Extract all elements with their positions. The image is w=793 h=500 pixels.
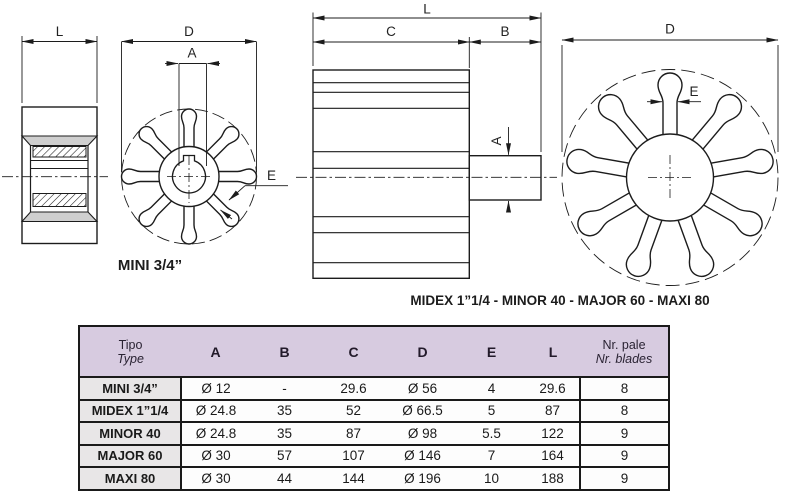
row-name: MAXI 80 — [79, 467, 181, 490]
cell-b: 44 — [250, 467, 319, 490]
dim-label-a-mini: A — [187, 45, 197, 61]
cell-d: Ø 66.5 — [388, 400, 457, 423]
cell-l: 188 — [526, 467, 580, 490]
cell-e: 4 — [457, 377, 526, 400]
large-side-view-drawing — [296, 70, 557, 278]
table-row-major — [79, 445, 669, 468]
cell-a: Ø 30 — [181, 467, 250, 490]
cell-a: Ø 12 — [181, 377, 250, 400]
dim-label-a-shaft: A — [489, 136, 504, 146]
dim-label-c-large: C — [386, 24, 396, 39]
cell-b: 35 — [250, 422, 319, 445]
cell-a: Ø 24.8 — [181, 400, 250, 423]
row-name: MAJOR 60 — [79, 445, 181, 468]
cell-d: Ø 146 — [388, 445, 457, 468]
dim-label-e-mini: E — [266, 168, 277, 183]
cell-e: 5.5 — [457, 422, 526, 445]
table-row-mini — [79, 377, 669, 400]
dim-label-d-large: D — [665, 21, 675, 37]
rubber-section-bottom — [22, 212, 97, 222]
cell-a: Ø 24.8 — [181, 422, 250, 445]
header-col-a: A — [181, 326, 250, 377]
dim-label-d-mini: D — [184, 24, 194, 39]
cell-b: 35 — [250, 400, 319, 423]
dim-label-e-large: E — [689, 84, 699, 99]
cell-d: Ø 196 — [388, 467, 457, 490]
table-row-midex — [79, 400, 669, 423]
row-name: MINOR 40 — [79, 422, 181, 445]
cell-c: 29.6 — [319, 377, 388, 400]
header-col-b: B — [250, 326, 319, 377]
cell-blades: 9 — [580, 422, 669, 445]
dim-label-l-mini: L — [55, 24, 64, 39]
header-nr-pale-it: Nr. pale — [602, 337, 646, 352]
mini-front-view-drawing — [122, 109, 257, 244]
header-col-l: L — [526, 326, 580, 377]
shaft-hub-extension — [469, 156, 541, 200]
cell-b: - — [250, 377, 319, 400]
cell-c: 107 — [319, 445, 388, 468]
large-models-label: MIDEX 1”1/4 - MINOR 40 - MAJOR 60 - MAXI 80 — [410, 293, 710, 308]
cell-blades: 8 — [580, 377, 669, 400]
header-nr-blades-en: Nr. blades — [595, 351, 653, 366]
cell-c: 52 — [319, 400, 388, 423]
cell-l: 122 — [526, 422, 580, 445]
hatched-insert-bottom — [33, 194, 86, 207]
dim-label-b-large: B — [500, 24, 510, 39]
header-tipo: Tipo — [118, 337, 143, 352]
spec-table — [78, 325, 670, 491]
table-header-row — [79, 326, 669, 377]
header-tipo-type — [79, 326, 181, 377]
table-row-minor — [79, 422, 669, 445]
cell-e: 5 — [457, 400, 526, 423]
header-col-e: E — [457, 326, 526, 377]
cell-blades: 9 — [580, 467, 669, 490]
row-name: MINI 3/4” — [79, 377, 181, 400]
cell-l: 29.6 — [526, 377, 580, 400]
header-type: Type — [117, 351, 144, 366]
cell-a: Ø 30 — [181, 445, 250, 468]
cell-c: 87 — [319, 422, 388, 445]
cell-e: 10 — [457, 467, 526, 490]
large-front-view-drawing — [562, 70, 778, 286]
row-name: MIDEX 1”1/4 — [79, 400, 181, 423]
cell-l: 164 — [526, 445, 580, 468]
hatched-insert-top — [33, 147, 86, 158]
cell-e: 7 — [457, 445, 526, 468]
dim-label-l-large: L — [423, 1, 431, 17]
header-col-c: C — [319, 326, 388, 377]
cell-blades: 9 — [580, 445, 669, 468]
cell-l: 87 — [526, 400, 580, 423]
cell-b: 57 — [250, 445, 319, 468]
cell-blades: 8 — [580, 400, 669, 423]
cell-d: Ø 98 — [388, 422, 457, 445]
mini-side-view-drawing — [2, 107, 108, 244]
header-col-d: D — [388, 326, 457, 377]
rubber-section-top — [22, 136, 97, 146]
cell-c: 144 — [319, 467, 388, 490]
table-row-maxi — [79, 467, 669, 490]
cell-d: Ø 56 — [388, 377, 457, 400]
mini-model-label: MINI 3/4” — [117, 257, 183, 274]
header-nr-pale — [580, 326, 669, 377]
